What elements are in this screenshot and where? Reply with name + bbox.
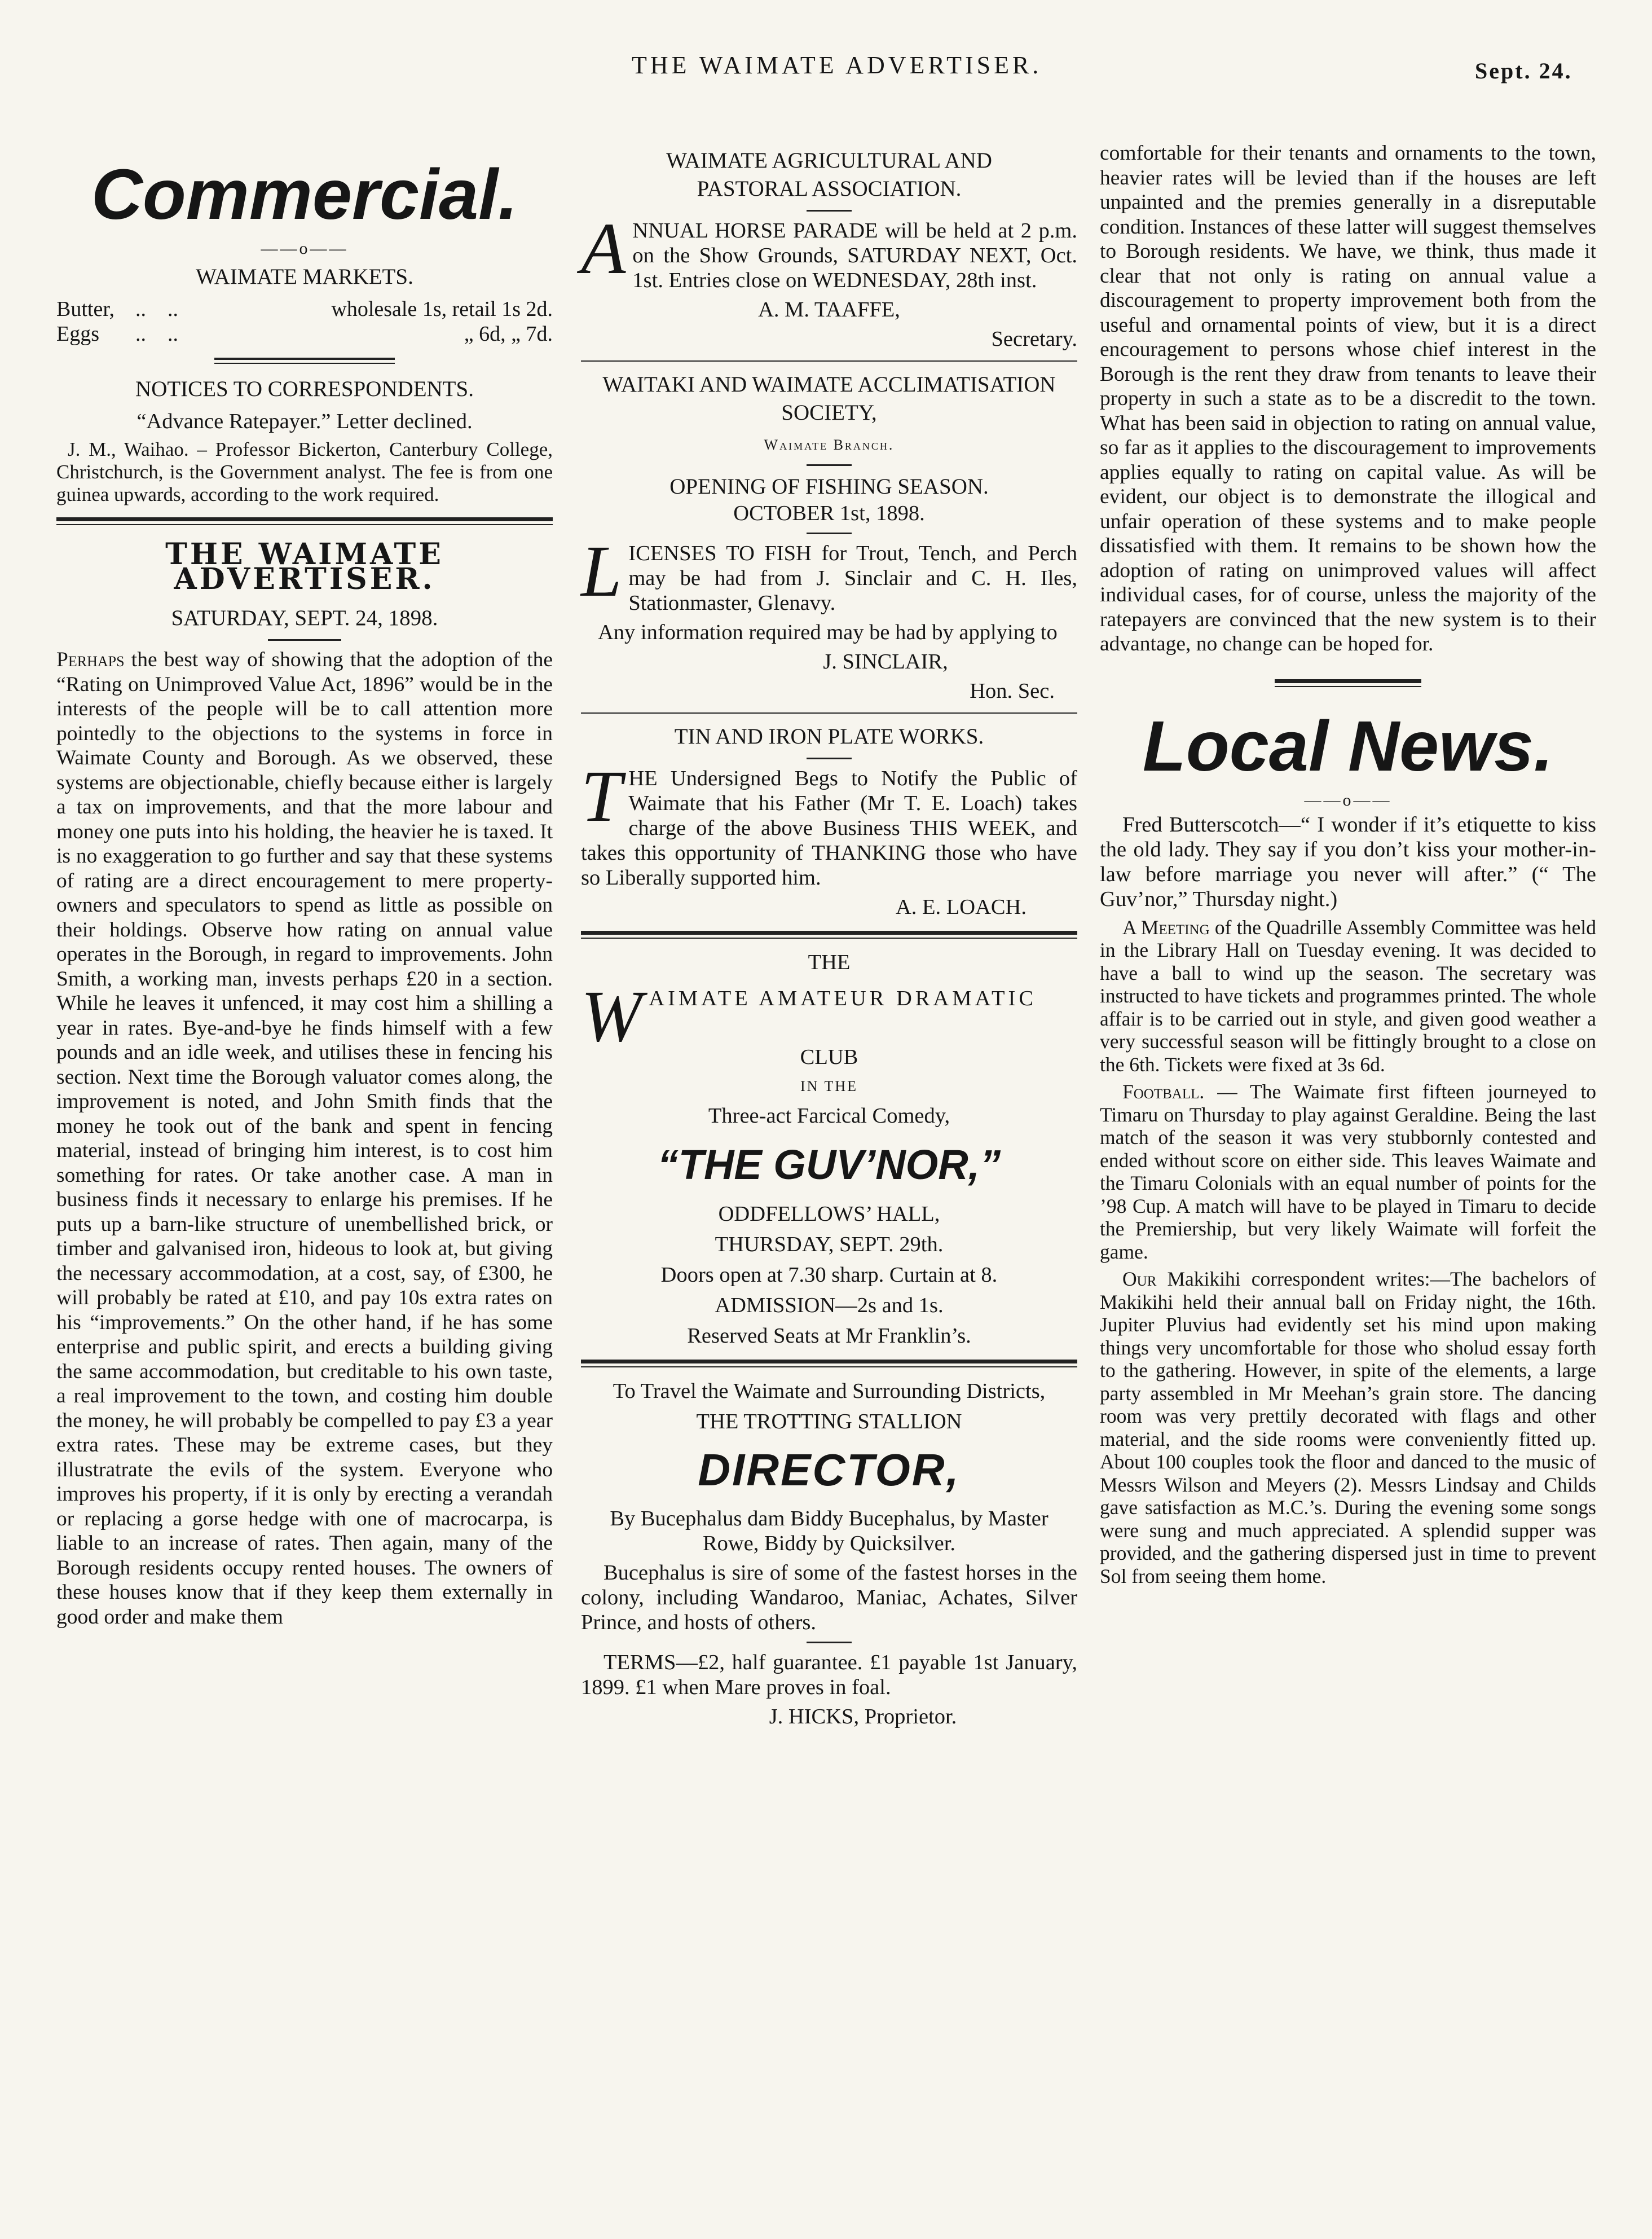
editorial-continued: comfortable for their tenants and ornaments to the town, heavier rates will be levied than if the houses are left unpainted and the premies generally in a disreputable condition. Instances of these latter will suggest themselves to Borough residents. We have, we think, thus made it clear that not only is rating on annual value a discouragement to property improvement both from the useful and ornamental points of view, but it is a direct encouragement to persons whose chief interest in the Borough is the rent they draw from tenants to leave their property in such a state as to be a discredit to the town. What has been said in objection to rating on annual value, so far as it applies to the discouragement to improvements applies equally to rating on capital value. As will be evident, our object is to demonstrate the illogical and unfair operation of these systems and to make people dissatisfied with them. It remains to be shown how the adoption of rating on unimproved values will affect individual cases, for of course, unless the majority of the ratepayers are convinced that the new system is to their advantage, no change can be hoped for. (1100, 142, 1596, 656)
acclim-body: ICENSES TO FISH for Trout, Tench, and Perch may be had from J. Sinclair and C. H. Iles, Stationmaster, Glenavy. (628, 542, 1077, 615)
tin-name: A. E. LOACH. (895, 895, 1027, 919)
tin-body: HE Undersigned Begs to Notify the Public of Waimate that his Father (Mr T. E. Loach) takes charge of the above Business THIS WEEK, and takes this opportunity of THANKING those who have so Liberally supported him. (581, 767, 1077, 890)
news-lead: Football. (1122, 1080, 1205, 1103)
dropcap: W (581, 976, 642, 1057)
dramatic-seats: Reserved Seats at Mr Franklin’s. (687, 1324, 971, 1348)
acclim-info: Any information required may be had by applying to (598, 621, 1058, 644)
news-quote: Fred Butterscotch—“ I wonder if it’s etiquette to kiss the old lady. They say if you don’t kiss your mother-in-law before marriage you never will after.” (“ The Guv’nor,” Thursday night.) (1100, 812, 1596, 911)
dateline: SATURDAY, SEPT. 24, 1898. (171, 606, 438, 630)
stallion-pedigree: By Bucephalus dam Biddy Bucephalus, by Master Rowe, Biddy by Quicksilver. (610, 1507, 1049, 1555)
divider (807, 464, 852, 466)
divider (1275, 679, 1421, 687)
acclim-name: J. SINCLAIR, (823, 650, 948, 674)
divider (807, 210, 852, 212)
notices-heading: NOTICES TO CORRESPONDENTS. (135, 377, 474, 401)
news-item (1100, 916, 1596, 1076)
dramatic-times: Doors open at 7.30 sharp. Curtain at 8. (660, 1263, 998, 1287)
ornament: ——o—— (261, 239, 349, 258)
column-2 (581, 141, 1077, 1734)
editorial-body (56, 648, 553, 1629)
stallion-proprietor: J. HICKS, Proprietor. (769, 1705, 957, 1728)
stallion-intro: To Travel the Waimate and Surrounding Districts, (613, 1379, 1046, 1403)
stallion-body: Bucephalus is sire of some of the fastest horses in the colony, including Wandaroo, Maniac, Achates, Silver Prince, and hosts of others. (581, 1561, 1077, 1634)
club-name: AIMATE AMATEUR DRAMATIC (649, 987, 1037, 1010)
stallion-name: DIRECTOR, (698, 1445, 961, 1495)
dramatic-in-the: IN THE (800, 1078, 858, 1094)
news-text: — The Waimate first fifteen journeyed to Timaru on Thursday to play against Geraldine. Being the last match of the season it was very stubbornly contested and ended without score on either side. This leaves Waimate and the Timaru Colonials with an equal number of points for the ’98 Cup. A match will have to be played in Timaru to decide the Premiership, but very likely Waimate will forfeit the game. (1100, 1080, 1596, 1263)
news-item (1100, 1268, 1596, 1587)
acclim-heading: WAITAKI AND WAIMATE ACCLIMATISATION SOCIETY, (602, 372, 1056, 425)
lead-word: Perhaps (56, 648, 125, 671)
divider (268, 639, 341, 641)
dramatic-the: THE (808, 951, 851, 974)
divider (807, 533, 852, 534)
column-3 (1100, 141, 1596, 1592)
acclim-role: Hon. Sec. (970, 679, 1055, 703)
news-lead: A Meeting (1122, 916, 1210, 939)
divider (214, 358, 395, 364)
divider (581, 1360, 1077, 1367)
page-date: Sept. 24. (1475, 58, 1572, 83)
market-label: Butter, (56, 297, 114, 321)
markets-heading: WAIMATE MARKETS. (196, 265, 413, 289)
dramatic-date: THURSDAY, SEPT. 29th. (715, 1233, 944, 1256)
column-1 (56, 141, 553, 1634)
acclim-notice (581, 531, 1077, 615)
editorial-text: the best way of showing that the adoption of the “Rating on Unimproved Value Act, 1896” would be in the interests of the people will be to call attention more pointedly to the objections to the systems in force in Waimate County and Borough. As we observed, these systems are objectionable, chiefly because either is largely a tax on improvements, and that the more labour and money one puts into his holding, the heavier he is taxed. It is no exaggeration to go further and say that these systems of rating are a direct encouragement to mere property-owners and speculators to spend as little as possible on their holdings. Observe how rating on annual value operates in the Borough, in regard to improvements. John Smith, a working man, invests perhaps £20 in a section. While he leaves it unfenced, it may cost him a shilling a year in rates. Bye-and-bye he finds himself with a few pounds and an idle week, and utilises these in fencing his section. Next time the Borough valuator comes along, the improvement is noted, and John Smith finds that the money he took out of the bank and spent in fencing material, instead of bringing him interest, is to cost him something for rates. Or take another case. A man in business finds it necessary to enlarge his premises. If he puts up a barn-like structure of unembellished brick, or timber and galvanised iron, hideous to look at, but giving the necessary accommodation, at a cost, say, of £300, he will probably be rated at £10, and pay 10s extra rates on his “improvements.” On the other hand, if he has some enterprise and public spirit, and erects a building giving the same accommodation, but creditable to his own taste, a real improvement to the town, and costing him double the money, he will probably be compelled to pay £3 a year extra rates. These may be extreme cases, but they illustratrate the evils of the system. Everyone who improves his property, if it is only by erecting a verandah or replacing a gorse hedge with one of macrocarpa, is liable to an increase of rates. Then again, many of the Borough residents occupy rented houses. The owners of these houses know that if they keep them externally in good order and make them (56, 648, 553, 1629)
ornament: ——o—— (1304, 790, 1392, 810)
market-value: wholesale 1s, retail 1s 2d. (331, 297, 553, 321)
dropcap: A (581, 208, 626, 289)
acclim-opening: OPENING OF FISHING SEASON. (669, 474, 989, 499)
stallion-heading: THE TROTTING STALLION (696, 1410, 962, 1433)
dropcap: T (581, 756, 622, 837)
agri-heading: WAIMATE AGRICULTURAL AND PASTORAL ASSOCIATION. (666, 148, 992, 201)
market-eggs (56, 322, 553, 346)
leader-dots: .. .. (135, 322, 178, 346)
divider (581, 360, 1077, 362)
news-text: of the Quadrille Assembly Committee was held in the Library Hall on Tuesday evening. It was decided to have a ball to wind up the season. The secretary was instructed to have tickets and programmes printed. The whole affair is to be carried out in style, and given good weather a very successful season will be fittingly brought to a close on the 6th. Tickets were fixed at 3s 6d. (1100, 916, 1596, 1076)
running-head: THE WAIMATE ADVERTISER. (632, 51, 1042, 79)
acclim-date: OCTOBER 1st, 1898. (733, 502, 925, 525)
agri-name: A. M. TAAFFE, (758, 298, 900, 322)
news-item (1100, 1080, 1596, 1263)
stallion-terms: TERMS—£2, half guarantee. £1 payable 1st January, 1899. £1 when Mare proves in foal. (581, 1651, 1077, 1699)
dramatic-admission: ADMISSION—2s and 1s. (715, 1294, 944, 1317)
tin-notice (581, 756, 1077, 890)
market-value: „ 6d, „ 7d. (464, 322, 553, 346)
news-text: Makikihi correspondent writes:—The bachelors of Makikihi held their annual ball on Friday night, the 16th. Jupiter Pluvius had evidently set his mind upon making things very uncomfortable for those who sholud essay forth to the gathering. However, in spite of the elements, a large party assembled in Mr Meehan’s grain store. The dancing room was very prettily decorated with flags and other material, and the side rooms were conveniently fitted up. About 100 couples took the floor and danced to the music of Messrs Wilson and Meyers (2). Messrs Lindsay and Childs gave satisfaction as M.C.’s. During the evening some songs were sung and much appreciated. A splendid supper was provided, and the gathering dispersed just in time to prevent Sol from seeing them home. (1100, 1268, 1596, 1587)
divider (581, 712, 1077, 714)
market-butter (56, 297, 553, 322)
agri-notice (581, 208, 1077, 293)
divider (56, 517, 553, 525)
acclim-branch: Waimate Branch. (764, 437, 895, 453)
divider (807, 1642, 852, 1643)
divider (581, 931, 1077, 939)
local-news-title: Local News. (1142, 706, 1554, 786)
market-label: Eggs (56, 322, 99, 346)
news-lead: Our (1122, 1268, 1157, 1290)
agri-role: Secretary. (991, 327, 1077, 351)
masthead: THE WAIMATE ADVERTISER. (165, 537, 444, 596)
notice: J. M., Waihao. – Professor Bickerton, Canterbury College, Christchurch, is the Government analyst. The fee is from one guinea upwards, according to the work required. (56, 438, 553, 505)
dropcap: L (581, 531, 622, 612)
dramatic-venue: ODDFELLOWS’ HALL, (718, 1202, 940, 1226)
dramatic-club: CLUB (800, 1045, 858, 1069)
divider (807, 758, 852, 759)
dramatic-play: “THE GUV’NOR,” (657, 1141, 1001, 1188)
leader-dots: .. .. (135, 297, 178, 321)
tin-heading: TIN AND IRON PLATE WORKS. (674, 724, 984, 749)
notice: “Advance Ratepayer.” Letter declined. (136, 410, 473, 433)
commercial-title: Commercial. (91, 155, 518, 234)
dramatic-play-type: Three-act Farcical Comedy, (708, 1104, 950, 1128)
agri-body: NNUAL HORSE PARADE will be held at 2 p.m. on the Show Grounds, SATURDAY NEXT, Oct. 1st. Entries close on WEDNESDAY, 28th inst. (632, 219, 1077, 292)
